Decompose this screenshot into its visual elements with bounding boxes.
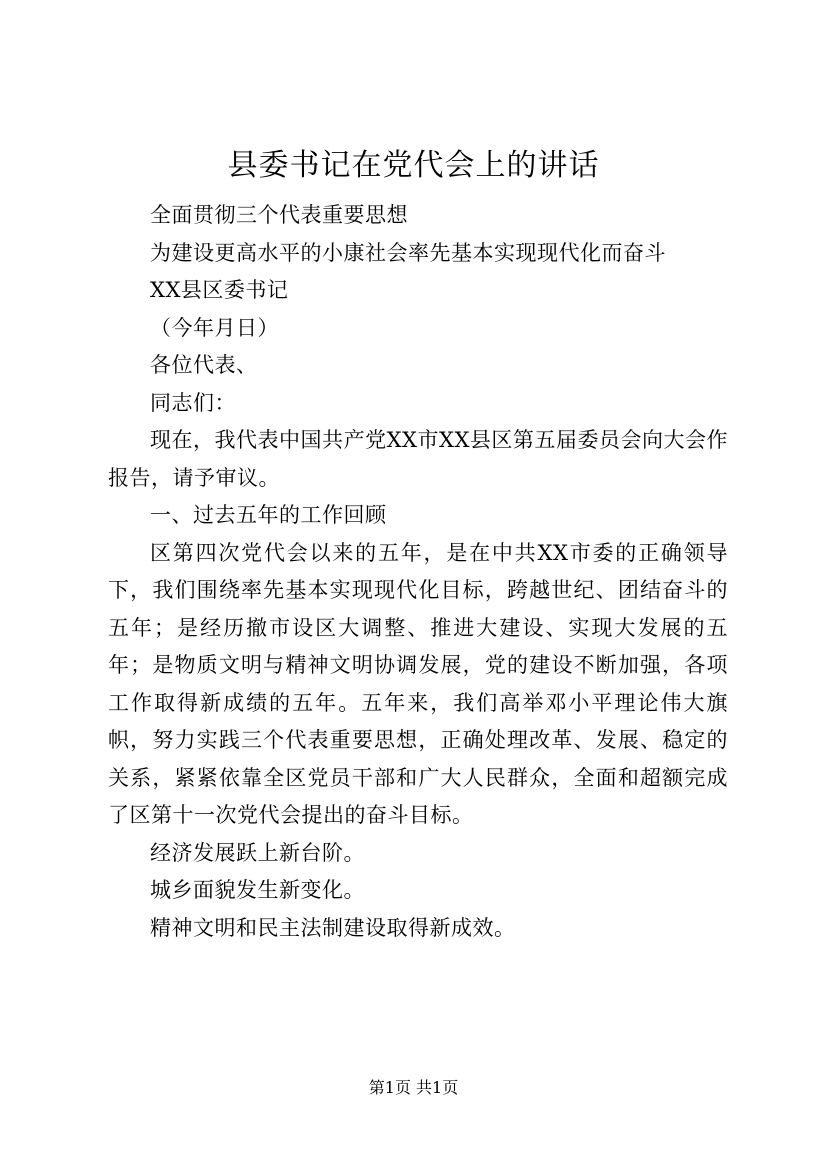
paragraph: 经济发展跃上新台阶。 bbox=[150, 840, 365, 865]
section-heading: 一、过去五年的工作回顾 bbox=[150, 503, 387, 527]
page-number: 第1页 共1页 bbox=[368, 1078, 459, 1097]
paragraph: 区第四次党代会以来的五年，是在中共XX市委的正确领导下，我们围绕率先基本实现现代化目标，跨越世纪、团结奋斗的五年；是经历撤市设区大调整、推进大建设、实现大发展的五年；是物质文明与精神文明协调发展，党的建设不断加强，各项工作取得新成绩的五年。五年来，我们高举邓小平理论伟大旗帜，努力实践三个代表重要思想，正确处理改革、发展、稳定的关系，紧紧依靠全区党员干部和广大人民群众，全面和超额完成了区第十一次党代会提出的奋斗目标。 bbox=[108, 540, 728, 827]
paragraph: 精神文明和民主法制建设取得新成效。 bbox=[150, 915, 516, 940]
subtitle-line: 全面贯彻三个代表重要思想 bbox=[150, 203, 408, 227]
author-line: XX县区委书记 bbox=[150, 278, 289, 302]
paragraph: 现在，我代表中国共产党XX市XX县区第五届委员会向大会作报告，请予审议。 bbox=[108, 428, 728, 490]
date-line: （今年月日） bbox=[150, 315, 279, 340]
document-body bbox=[108, 197, 728, 947]
paragraph: 城乡面貌发生新变化。 bbox=[150, 878, 365, 902]
document-title: 县委书记在党代会上的讲话 bbox=[227, 148, 600, 183]
subtitle-line: 为建设更高水平的小康社会率先基本实现现代化而奋斗 bbox=[150, 240, 666, 265]
salutation-line: 同志们： bbox=[150, 390, 236, 415]
salutation-line: 各位代表、 bbox=[150, 353, 258, 377]
